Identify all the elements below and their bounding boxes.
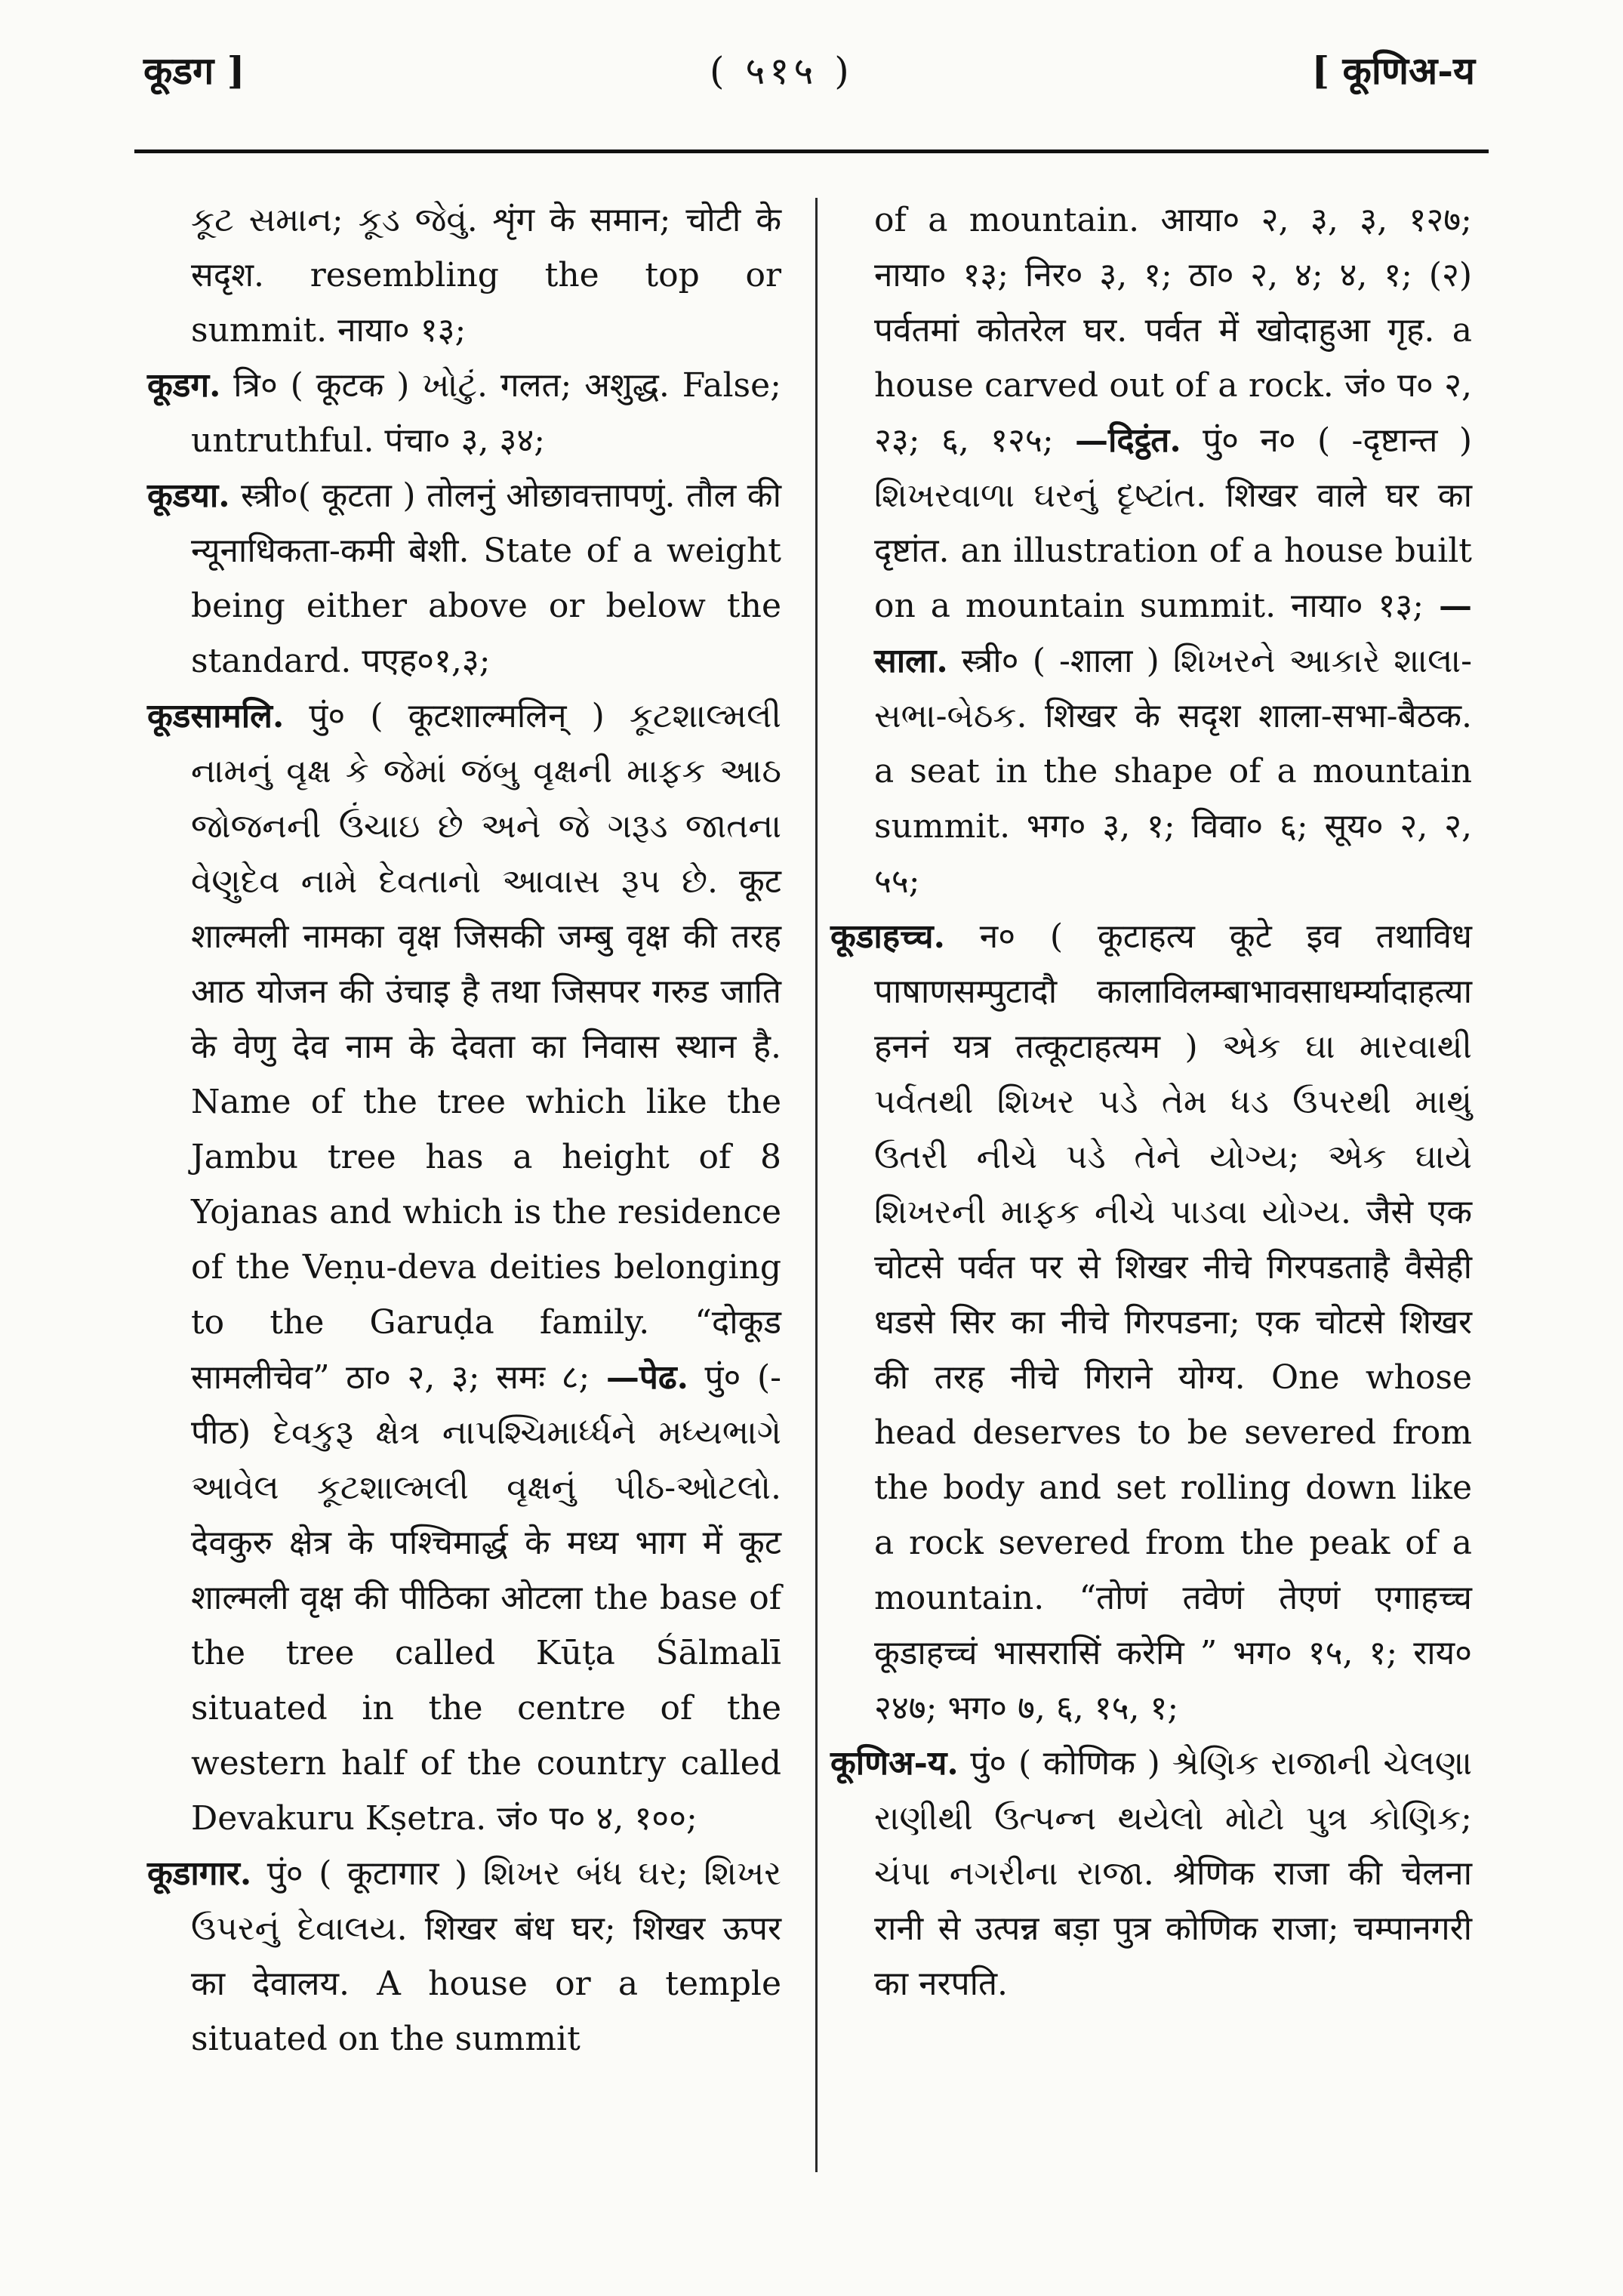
headword: कूडसामलि.	[147, 697, 285, 735]
header-right-guideword: [ कूणिअ-य	[1311, 48, 1475, 93]
entry-kudasamali	[147, 689, 781, 1846]
entry-kudaya	[147, 468, 781, 689]
sub-entry-text: पुं० (-पीठ) દેવકુરૂ ક્ષેત્ર નાપશ્ચિમાર્ધ્ધને મધ્યભાગે આવેલ કૂટશાલ્મલી વૃક્ષનું પીઠ-ઓટલો. देवकुरु क्षेत्र के पश्चिमार्द्ध के मध्य भाग में कूट शाल्मली वृक्ष की पीठिका ओटला the base of the tree called Kūṭa Śālmalī situated in the centre of the western half of the country called Devakuru Kṣetra. जं० प० ४, १००;	[191, 1358, 781, 1838]
entry-text: पुं० ( कोणिक ) શ્રેણિક રાજાની ચેલણા રાણીથી ઉત્પન્ન થયેલો મોટો પુત્ર કોણિક; ચંપા નગરીના રાજા. श्रेणिक राजा की चेलना रानी से उत्पन्न बड़ा पुत्र कोणिक राजा; चम्पानगरी का नरपति.	[874, 1744, 1472, 2003]
header-left-guideword: कूडग ]	[143, 48, 245, 93]
sub-headword: —पेढ.	[605, 1358, 688, 1397]
sub-headword: —साला.	[874, 587, 1472, 680]
sub-headword: —दिट्ठंत.	[1075, 421, 1181, 460]
entry-kudahacca	[830, 909, 1472, 1736]
page-number: ( ५१५ )	[710, 49, 854, 93]
continued-entry-text: કૂટ સમાન; કૂડ જેવું. शृंग के समान; चोटी के सदृश. resembling the top or summit. नाया० १३;	[191, 201, 781, 350]
right-column	[830, 193, 1472, 2011]
continued-entry-text: of a mountain. आया० २, ३, ३, १२७; नाया० १३; निर० ३, १; ठा० २, ४; ४, १; (२) पर्वतमां कोतरेल घर. पर्वत में खोदाहुआ गृह. a house carved out of a rock. जं० प० २, २३; ६, १२५;	[874, 201, 1472, 460]
sub-entry-text: स्त्री० ( -शाला ) શિખરને આકારે શાલા-સભા-બેઠક. शिखर के सदृश शाला-सभा-बैठक. a seat in the shape of a mountain summit. भग० ३, १; विवा० ६; सूय० २, २, ५५;	[874, 642, 1472, 901]
entry-text: त्रि० ( कूटक ) ખોટું. गलत; अशुद्ध. False; untruthful. पंचा० ३, ३४;	[191, 366, 781, 460]
entry-kudagara	[147, 1846, 781, 2066]
sub-entry-text: पुं० न० ( -दृष्टान्त ) શિખરવાળા ઘરનું દૃષ્ટાંત. शिखर वाले घर का दृष्टांत. an illustration of a house built on a mountain summit. नाया० १३;	[874, 421, 1473, 625]
left-column	[147, 193, 781, 2066]
headword: कूडया.	[147, 476, 230, 515]
headword: कूणिअ-य.	[830, 1744, 959, 1783]
entry-text: पुं० ( कूटागार ) શિખર બંધ ઘર; શિખર ઉપરનું દેવાલય. शिखर बंध घर; शिखर ऊपर का देवालय. A house or a temple situated on the summit	[191, 1854, 781, 2058]
headword: कूडाहच्च.	[830, 917, 945, 956]
entry-text: स्त्री०( कूटता ) तोलनुं ओछावत्तापणुं. तौल की न्यूनाधिकता-कमी बेशी. State of a weight being either above or below the standard. पएह०१,३;	[191, 476, 781, 680]
headword: कूडागार.	[147, 1854, 252, 1893]
entry-text: न० ( कूटाहत्य कूटे इव तथाविध पाषाणसम्पुटादौ कालाविलम्बाभावसाधर्म्यादाहत्या हननं यत्र तत्कूटाहत्यम ) એક ઘા મારવાથી પર્વતથી શિખર પડે તેમ ધડ ઉપરથી માથું ઉતરી નીચે પડે તેને યોગ્ય; એક ઘાયે શિખરની માફક નીચે પાડવા યોગ્ય. जैसे एक चोटसे पर्वत पर से शिखर नीचे गिरपडताहै वैसेही धडसे सिर का नीचे गिरपडना; एक चोटसे शिखर की तरह नीचे गिराने योग्य. One whose head deserves to be severed from the body and set rolling down like a rock severed from the peak of a mountain. “तोणं तवेणं तेएणं एगाहच्च कूडाहच्चं भासरासिं करेमि ” भग० १५, १; राय० २४७; भग० ७, ६, १५, १;	[874, 917, 1472, 1727]
entry-kudaga	[147, 358, 781, 468]
entry-text: पुं० ( कूटशाल्मलिन् ) કૂટશાલ્મલી નામનું વૃક્ષ કે જેમાં જંબુ વૃક્ષની માફક આઠ જોજનની ઉંચાઇ છે અને જે ગરૂડ જાતના વેણુદેવ નામે દેવતાનો આવાસ રૂપ છે. कूट शाल्मली नामका वृक्ष जिसकी जम्बु वृक्ष की तरह आठ योजन की उंचाइ है तथा जिसपर गरुड जाति के वेणु देव नाम के देवता का निवास स्थान है. Name of the tree which like the Jambu tree has a height of 8 Yojanas and which is the residence of the Veṇu-deva deities belonging to the Garuḍa family. “दोकूड सामलीचेव” ठा० २, ३; समः ८;	[191, 697, 781, 1397]
header-rule	[134, 149, 1489, 153]
continued-entry	[830, 193, 1472, 909]
column-divider	[815, 198, 818, 2172]
entry-kunia	[830, 1736, 1472, 2011]
headword: कूडग.	[147, 366, 221, 405]
